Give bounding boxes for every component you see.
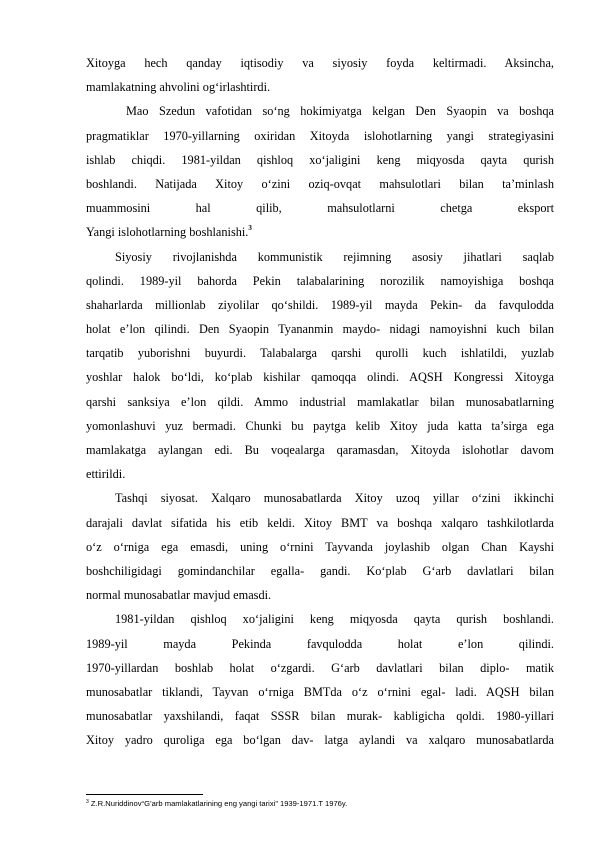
text-line: munosabatlar tiklandi, Tayvan o‘rniga BMTda o‘z o‘rnini egal- ladi. AQSH bilan [86, 684, 554, 699]
text-line: holat e’lon qilindi. Den Syaopin Tyananmin maydo- nidagi namoyishni kuch bilan [86, 322, 554, 337]
text-line-with-footnote [86, 220, 554, 244]
footnote [86, 799, 347, 809]
text-line: mamlakatning ahvolini og‘irlashtirdi. [86, 80, 271, 95]
text-line: mamlakatga aylangan edi. Bu voqealarga qaramasdan, Xitoyda islohotlar davom [86, 443, 554, 457]
text-line: muammosini hal qilib, mahsulotlarni chetga eksport [86, 201, 554, 216]
text-line: o‘z o‘rniga ega emasdi, uning o‘rnini Tayvanda joylashib olgan Chan Kayshi [86, 539, 554, 554]
text-line: tarqatib yuborishni buyurdi. Talabalarga qarshi qurolli kuch ishlatildi, yuzlab [86, 346, 554, 361]
text-line: munosabatlar yaxshilandi, faqat SSSR bilan murak- kabligicha qoldi. 1980-yillari [86, 709, 554, 724]
text-line: yoshlar halok bo‘ldi, ko‘plab kishilar qamoqqa olindi. AQSH Kongressi Xitoyga [86, 370, 554, 385]
text-line: Xitoyga hech qanday iqtisodiy va siyosiy foyda keltirmadi. Aksincha, [86, 56, 554, 70]
footnote-ref: 3 [248, 224, 252, 233]
text-line: Mao Szedun vafotidan so‘ng hokimiyatga kelgan Den Syaopin va boshqa [126, 104, 554, 119]
text-line: ishlab chiqdi. 1981-yildan qishloq xo‘jaligini keng miqyosda qayta qurish [86, 152, 554, 167]
text-line: Tashqi siyosat. Xalqaro munosabatlarda Xitoy uzoq yillar o‘zini ikkinchi [115, 491, 554, 506]
footnote-number: 3 [86, 799, 89, 805]
text-line: qolindi. 1989-yil bahorda Pekin talabalarining norozilik namoyishiga boshqa [86, 273, 554, 288]
text-line: 1970-yillardan boshlab holat o‘zgardi. G‘arb davlatlari bilan diplo- matik [86, 660, 554, 675]
text-line: shaharlarda millionlab ziyolilar qo‘shildi. 1989-yil mayda Pekin- da favqulodda [86, 297, 554, 312]
text-line: yomonlashuvi yuz bermadi. Chunki bu paytga kelib Xitoy juda katta ta’sirga ega [86, 418, 554, 433]
text-line: 1981-yildan qishloq xo‘jaligini keng miqyosda qayta qurish boshlandi. [115, 612, 554, 627]
text-line: boshchiligidagi gomindanchilar egalla- gandi. Ko‘plab G‘arb davlatlari bilan [86, 563, 554, 578]
text-line: normal munosabatlar mavjud emasdi. [86, 588, 272, 603]
body-text [86, 51, 554, 752]
text-line: darajali davlat sifatida his etib keldi. Xitoy BMT va boshqa xalqaro tashkilotlarda [86, 515, 554, 530]
footnote-text: Z.R.Nuriddinov“G’arb mamlakatlarining eng yangi tarixi” 1939-1971.T 1976y. [90, 799, 348, 808]
text-line: Yangi islohotlarning boshlanishi. [86, 225, 249, 240]
footnote-separator [86, 794, 203, 795]
text-line: Siyosiy rivojlanishda kommunistik rejimning asosiy jihatlari saqlab [115, 249, 554, 264]
text-line: qarshi sanksiya e’lon qildi. Ammo industrial mamlakatlar bilan munosabatlarning [86, 394, 554, 409]
text-line: 1989-yil mayda Pekinda favqulodda holat e’lon qilindi. [86, 636, 554, 651]
text-line: boshlandi. Natijada Xitoy o‘zini oziq-ovqat mahsulotlari bilan ta’minlash [86, 176, 554, 191]
text-line: Xitoy yadro quroliga ega bo‘lgan dav- latga aylandi va xalqaro munosabatlarda [86, 733, 554, 748]
text-line: ettirildi. [86, 467, 126, 482]
text-line: pragmatiklar 1970-yillarning oxiridan Xitoyda islohotlarning yangi strategiyasini [86, 128, 554, 143]
